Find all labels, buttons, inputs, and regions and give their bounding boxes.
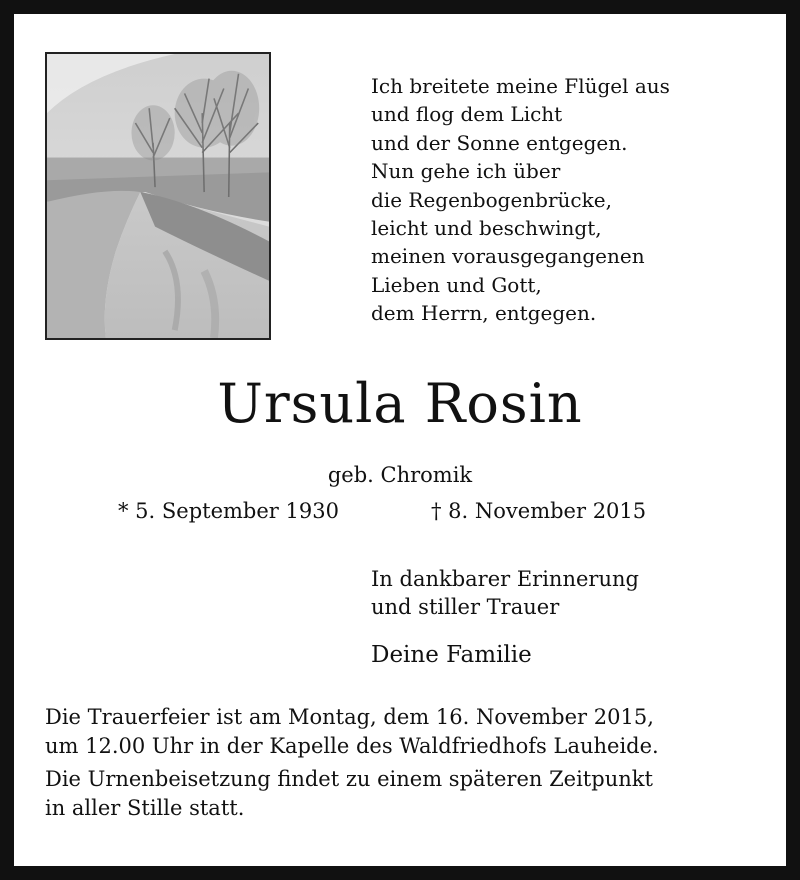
burial-line: Die Urnenbeisetzung findet zu einem späteren Zeitpunkt xyxy=(45,767,653,791)
river-landscape-photo xyxy=(45,52,271,340)
ceremony-info xyxy=(45,703,659,761)
death-date: † 8. November 2015 xyxy=(431,499,647,523)
mourning-line: In dankbarer Erinnerung xyxy=(371,567,639,591)
poem-line: leicht und beschwingt, xyxy=(371,216,602,241)
deceased-name: Ursula Rosin xyxy=(217,372,583,435)
ceremony-line: um 12.00 Uhr in der Kapelle des Waldfriedhofs Lauheide. xyxy=(45,734,659,758)
poem-line: und der Sonne entgegen. xyxy=(371,130,628,155)
ceremony-line: Die Trauerfeier ist am Montag, dem 16. November 2015, xyxy=(45,705,654,729)
photo-image xyxy=(47,54,269,338)
birth-date: * 5. September 1930 xyxy=(118,499,339,523)
poem-line: Ich breitete meine Flügel aus xyxy=(371,74,670,98)
burial-info xyxy=(45,765,659,823)
poem-line: Nun gehe ich über xyxy=(371,159,561,184)
mourning-text xyxy=(371,565,639,621)
poem-line: und flog dem Licht xyxy=(371,102,563,127)
poem-line: die Regenbogenbrücke, xyxy=(371,187,612,212)
maiden-name: geb. Chromik xyxy=(327,463,473,487)
poem xyxy=(371,72,670,328)
mourning-line: und stiller Trauer xyxy=(371,595,560,619)
funeral-notice xyxy=(45,703,659,823)
family-signature: Deine Familie xyxy=(371,642,532,668)
burial-line: in aller Stille statt. xyxy=(45,796,245,820)
poem-line: dem Herrn, entgegen. xyxy=(371,301,597,326)
poem-line: meinen vorausgegangenen xyxy=(371,244,645,269)
poem-line: Lieben und Gott, xyxy=(371,272,542,297)
